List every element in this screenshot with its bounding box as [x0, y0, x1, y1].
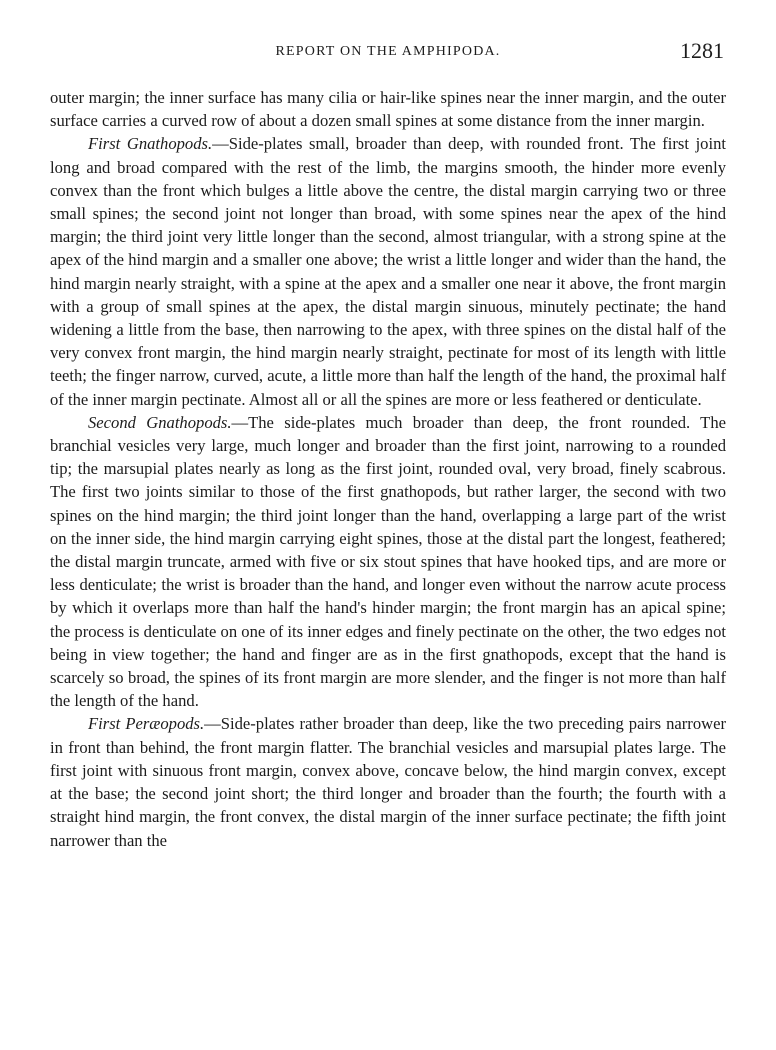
running-head: REPORT ON THE AMPHIPODA.: [275, 44, 501, 59]
paragraph-text: —The side-plates much broader than deep, the front rounded. The branchial vesicles very large, much longer and broader than the first joint, narrowing to a rounded tip; the marsupial plates nearly as long as the first joint, rounded oval, very broad, finely scabrous. The first two joints similar to those of the first gnathopods, but rather larger, the second with two spines on the hind margin; the third joint longer than the hand, overlapping a large part of the wrist on the inner side, the hind margin carrying eight spines, those at the distal part the longest, feathered; the distal margin truncate, armed with five or six stout spines that have hooked tips, and are more or less denticulate; the wrist is broader than the hand, and longer even without the narrow acute process by which it overlaps more than half the hand's hinder margin; the front margin has an apical spine; the process is denticulate on one of its inner edges and finely pectinate on the other, the two edges not being in view together; the hand and finger are as in the first gnathopods, except that the hand is scarcely so broad, the spines of its front margin are more slender, and the finger is not more than half the length of the hand.: [50, 412, 726, 711]
paragraph: [50, 86, 726, 132]
paragraph-text: —Side-plates small, broader than deep, with rounded front. The first joint long and broad compared with the rest of the limb, the margins smooth, the hinder more evenly convex than the front which bulges a little above the centre, the distal margin carrying two or three small spines; the second joint not longer than broad, with some spines near the apex of the hind margin; the third joint very little longer than the second, almost triangular, with a strong spine at the apex of the hind margin and a smaller one above; the wrist a little longer and wider than the hand, the hind margin nearly straight, with a spine at the apex and a smaller one near it above, the front margin with a group of small spines at the apex, the distal margin sinuous, minutely pectinate; the hand widening a little from the base, then narrowing to the apex, with three spines on the distal half of the very convex front margin, the hind margin nearly straight, pectinate for most of its length with little teeth; the finger narrow, curved, acute, a little more than half the length of the hand, the proximal half of the inner margin pectinate. Almost all or all the spines are more or less feathered or denticulate.: [50, 134, 727, 409]
section-heading: First Gnathopods.: [88, 134, 213, 154]
paragraph: [50, 411, 726, 713]
paragraph: [50, 712, 726, 851]
page-number: 1281: [680, 38, 724, 63]
paragraph-text: —Side-plates rather broader than deep, like the two preceding pairs narrower in front than behind, the front margin flatter. The branchial vesicles and marsupial plates large. The first joint with sinuous front margin, convex above, concave below, the hind margin convex, except at the base; the second joint short; the third longer and broader than the fourth; the fourth with a straight hind margin, the front convex, the distal margin of the inner surface pectinate; the fifth joint narrower than the: [50, 714, 726, 850]
page-header: [0, 38, 776, 68]
paragraph: [50, 132, 726, 410]
paragraph-text: outer margin; the inner surface has many cilia or hair-like spines near the inner margin, and the outer surface carries a curved row of about a dozen small spines at some distance from the inner margin.: [50, 88, 726, 131]
section-heading: First Peræopods.: [88, 714, 205, 734]
section-heading: Second Gnathopods.: [88, 412, 232, 432]
body-text: [50, 86, 726, 852]
